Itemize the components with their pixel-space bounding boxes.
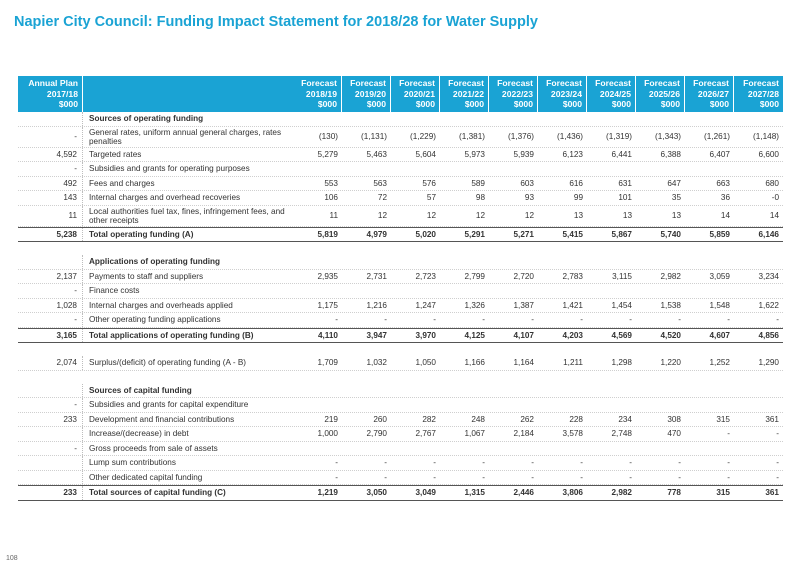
forecast-cell: (1,261) xyxy=(704,132,730,141)
annual-plan-cell: 4,592 xyxy=(18,148,83,162)
header-forecast: Forecast 2027/28 $000 xyxy=(734,76,783,112)
forecast-cell: - xyxy=(433,315,436,325)
table-row xyxy=(18,398,783,413)
forecast-cell: 13 xyxy=(573,211,583,220)
forecast-cell: - xyxy=(727,315,730,325)
section-heading-row xyxy=(18,255,783,270)
forecast-cell: 3,050 xyxy=(366,488,387,498)
forecast-cell: 3,947 xyxy=(366,330,387,340)
forecast-cell: - xyxy=(482,472,485,482)
row-label: Total applications of operating funding (B) xyxy=(89,330,254,340)
table-body xyxy=(18,112,783,501)
forecast-cell: - xyxy=(433,472,436,482)
forecast-cell: 234 xyxy=(618,414,632,424)
forecast-cell: 1,298 xyxy=(611,358,632,368)
forecast-cell: 4,856 xyxy=(758,330,779,340)
forecast-cell: 5,279 xyxy=(317,149,338,159)
table-row xyxy=(18,356,783,371)
forecast-cell: - xyxy=(531,472,534,482)
forecast-cell: 5,020 xyxy=(415,229,436,239)
forecast-cell: 315 xyxy=(716,414,730,424)
header-forecast: Forecast 2022/23 $000 xyxy=(489,76,538,112)
row-label: Fees and charges xyxy=(89,178,155,188)
forecast-cell: 6,146 xyxy=(758,229,779,239)
forecast-cell: - xyxy=(384,472,387,482)
header-label-spacer xyxy=(83,76,293,112)
row-label: Finance costs xyxy=(89,286,140,296)
forecast-cell: 2,731 xyxy=(366,271,387,281)
forecast-cell: 5,291 xyxy=(464,229,485,239)
annual-plan-cell xyxy=(18,471,83,485)
forecast-cell: 5,939 xyxy=(513,149,534,159)
table-row xyxy=(18,442,783,457)
forecast-cell: 778 xyxy=(667,488,681,498)
row-label: Gross proceeds from sale of assets xyxy=(89,443,218,453)
forecast-cell: - xyxy=(678,315,681,325)
table-row xyxy=(18,371,783,384)
forecast-cell: - xyxy=(482,315,485,325)
forecast-cell: 6,388 xyxy=(660,149,681,159)
forecast-cell: 13 xyxy=(622,211,632,220)
forecast-cell: 5,271 xyxy=(513,229,534,239)
row-label: Increase/(decrease) in debt xyxy=(89,429,189,439)
forecast-cell: 553 xyxy=(324,178,338,188)
forecast-cell: 2,982 xyxy=(660,271,681,281)
forecast-cell: 6,441 xyxy=(611,149,632,159)
forecast-cell: 14 xyxy=(720,211,730,220)
forecast-cell: - xyxy=(776,429,779,439)
forecast-cell: - xyxy=(678,458,681,468)
forecast-cell: 14 xyxy=(769,211,779,220)
forecast-cell: 4,569 xyxy=(611,330,632,340)
row-label: Internal charges and overheads applied xyxy=(89,300,233,310)
forecast-cell: (130) xyxy=(318,132,338,141)
forecast-cell: 1,164 xyxy=(513,358,534,368)
funding-impact-table xyxy=(18,76,783,501)
forecast-cell: (1,319) xyxy=(606,132,632,141)
forecast-cell: 3,059 xyxy=(709,271,730,281)
forecast-cell: 4,520 xyxy=(660,330,681,340)
forecast-cell: 248 xyxy=(471,414,485,424)
forecast-cell: 4,110 xyxy=(317,330,338,340)
forecast-cell: - xyxy=(335,315,338,325)
row-label: Development and financial contributions xyxy=(89,414,235,424)
forecast-cell: 282 xyxy=(422,414,436,424)
forecast-cell: 1,538 xyxy=(660,300,681,310)
page-number: 108 xyxy=(6,555,18,562)
forecast-cell: - xyxy=(727,458,730,468)
forecast-cell: 1,067 xyxy=(464,429,485,439)
total-row xyxy=(18,485,783,501)
forecast-cell: 1,211 xyxy=(563,358,583,368)
forecast-cell: 1,421 xyxy=(562,300,583,310)
forecast-cell: 2,720 xyxy=(513,271,534,281)
row-label: Lump sum contributions xyxy=(89,458,176,468)
forecast-cell: 1,290 xyxy=(758,358,779,368)
forecast-cell: 5,604 xyxy=(415,149,436,159)
forecast-cell: 101 xyxy=(618,193,632,203)
table-row xyxy=(18,148,783,163)
forecast-cell: - xyxy=(335,472,338,482)
forecast-cell: - xyxy=(531,315,534,325)
annual-plan-cell xyxy=(18,427,83,441)
row-label: Sources of operating funding xyxy=(89,114,204,124)
header-forecast: Forecast 2025/26 $000 xyxy=(636,76,685,112)
forecast-cell: 3,578 xyxy=(562,429,583,439)
row-label: Targeted rates xyxy=(89,149,142,159)
header-forecast: Forecast 2026/27 $000 xyxy=(685,76,734,112)
section-heading-row xyxy=(18,112,783,127)
forecast-cell: (1,376) xyxy=(508,132,534,141)
header-annual-plan: Annual Plan 2017/18 $000 xyxy=(18,76,83,112)
table-row xyxy=(18,284,783,299)
annual-plan-cell: 5,238 xyxy=(18,228,83,242)
annual-plan-cell xyxy=(18,255,83,269)
forecast-cell: - xyxy=(727,472,730,482)
forecast-cell: - xyxy=(580,315,583,325)
forecast-cell: 2,184 xyxy=(513,429,534,439)
forecast-cell: - xyxy=(384,458,387,468)
annual-plan-cell xyxy=(18,242,83,255)
forecast-cell: 1,326 xyxy=(464,300,485,310)
forecast-cell: 1,166 xyxy=(464,358,485,368)
forecast-cell: 361 xyxy=(765,488,779,498)
annual-plan-cell: 11 xyxy=(18,206,83,226)
table-row xyxy=(18,191,783,206)
forecast-cell: 72 xyxy=(377,193,387,203)
annual-plan-cell xyxy=(18,384,83,398)
forecast-cell: 563 xyxy=(373,178,387,188)
forecast-cell: 1,252 xyxy=(709,358,730,368)
annual-plan-cell xyxy=(18,343,83,356)
forecast-cell: 12 xyxy=(377,211,387,220)
forecast-cell: - xyxy=(531,458,534,468)
table-row xyxy=(18,471,783,486)
forecast-cell: 2,935 xyxy=(317,271,338,281)
forecast-cell: 262 xyxy=(520,414,534,424)
row-label: Total operating funding (A) xyxy=(89,229,194,239)
table-row xyxy=(18,313,783,328)
forecast-cell: 2,723 xyxy=(415,271,436,281)
annual-plan-cell: 1,028 xyxy=(18,299,83,313)
forecast-cell: - xyxy=(580,458,583,468)
annual-plan-cell xyxy=(18,456,83,470)
annual-plan-cell: 492 xyxy=(18,177,83,191)
forecast-cell: 12 xyxy=(524,211,534,220)
forecast-cell: 228 xyxy=(569,414,583,424)
forecast-cell: 315 xyxy=(716,488,730,498)
table-row xyxy=(18,427,783,442)
annual-plan-cell: - xyxy=(18,162,83,176)
annual-plan-cell xyxy=(18,371,83,384)
forecast-cell: 308 xyxy=(667,414,681,424)
forecast-cell: 1,175 xyxy=(317,300,338,310)
forecast-cell: 470 xyxy=(667,429,681,439)
table-header xyxy=(18,76,783,112)
annual-plan-cell: 233 xyxy=(18,413,83,427)
row-label: Sources of capital funding xyxy=(89,385,192,395)
forecast-cell: 2,748 xyxy=(611,429,632,439)
row-label: Subsidies and grants for operating purposes xyxy=(89,164,250,174)
forecast-cell: - xyxy=(776,315,779,325)
forecast-cell: 1,387 xyxy=(513,300,534,310)
header-forecast: Forecast 2023/24 $000 xyxy=(538,76,587,112)
annual-plan-cell xyxy=(18,112,83,126)
forecast-cell: 1,000 xyxy=(317,429,338,439)
forecast-cell: 616 xyxy=(569,178,583,188)
forecast-cell: 603 xyxy=(520,178,534,188)
annual-plan-cell: 3,165 xyxy=(18,329,83,343)
forecast-cell: 3,115 xyxy=(612,271,632,281)
forecast-cell: 4,979 xyxy=(366,229,387,239)
annual-plan-cell: - xyxy=(18,313,83,327)
table-row xyxy=(18,456,783,471)
annual-plan-cell: - xyxy=(18,442,83,456)
row-label: Surplus/(deficit) of operating funding (A - B) xyxy=(89,358,247,368)
row-label: Internal charges and overhead recoveries xyxy=(89,193,241,203)
total-row xyxy=(18,227,783,243)
forecast-cell: 3,049 xyxy=(415,488,436,498)
forecast-cell: 11 xyxy=(329,211,338,220)
forecast-cell: 647 xyxy=(667,178,681,188)
forecast-cell: 1,032 xyxy=(366,358,387,368)
table-row xyxy=(18,162,783,177)
forecast-cell: 2,767 xyxy=(415,429,436,439)
forecast-cell: 1,454 xyxy=(611,300,632,310)
forecast-cell: 106 xyxy=(324,193,338,203)
forecast-cell: 2,783 xyxy=(562,271,583,281)
row-label: General rates, uniform annual general charges, rates penalties xyxy=(89,127,282,146)
forecast-cell: 260 xyxy=(373,414,387,424)
forecast-cell: 2,982 xyxy=(611,488,632,498)
table-row xyxy=(18,413,783,428)
forecast-cell: 12 xyxy=(475,211,485,220)
annual-plan-cell: 143 xyxy=(18,191,83,205)
table-row xyxy=(18,270,783,285)
row-label: Other dedicated capital funding xyxy=(89,472,203,482)
row-label: Applications of operating funding xyxy=(89,257,220,267)
forecast-cell: 6,123 xyxy=(562,149,583,159)
row-label: Total sources of capital funding (C) xyxy=(89,488,226,498)
forecast-cell: 589 xyxy=(471,178,485,188)
forecast-cell: 93 xyxy=(524,193,534,203)
row-label: Local authorities fuel tax, fines, infringement fees, and other receipts xyxy=(89,206,285,225)
page-title: Napier City Council: Funding Impact Statement for 2018/28 for Water Supply xyxy=(14,14,538,30)
forecast-cell: (1,131) xyxy=(361,132,387,141)
forecast-cell: 5,740 xyxy=(660,229,681,239)
forecast-cell: - xyxy=(629,472,632,482)
forecast-cell: 13 xyxy=(671,211,681,220)
forecast-cell: 5,859 xyxy=(709,229,730,239)
forecast-cell: 6,407 xyxy=(709,149,730,159)
row-label: Other operating funding applications xyxy=(89,315,221,325)
forecast-cell: 5,867 xyxy=(611,229,632,239)
forecast-cell: 663 xyxy=(716,178,730,188)
forecast-cell: 5,415 xyxy=(562,229,583,239)
forecast-cell: 219 xyxy=(324,414,338,424)
forecast-cell: 3,234 xyxy=(758,271,779,281)
forecast-cell: -0 xyxy=(771,193,779,203)
annual-plan-cell: - xyxy=(18,398,83,412)
forecast-cell: (1,229) xyxy=(410,132,436,141)
forecast-cell: 1,050 xyxy=(415,358,436,368)
forecast-cell: 5,463 xyxy=(366,149,387,159)
header-forecast: Forecast 2021/22 $000 xyxy=(440,76,489,112)
forecast-cell: 2,799 xyxy=(464,271,485,281)
header-forecast: Forecast 2018/19 $000 xyxy=(293,76,342,112)
forecast-cell: 4,125 xyxy=(464,330,485,340)
forecast-cell: 99 xyxy=(573,193,583,203)
annual-plan-cell: 233 xyxy=(18,486,83,500)
forecast-cell: 4,203 xyxy=(562,330,583,340)
header-forecast: Forecast 2024/25 $000 xyxy=(587,76,636,112)
forecast-cell: 1,548 xyxy=(709,300,730,310)
forecast-cell: 5,819 xyxy=(317,229,338,239)
forecast-cell: 1,219 xyxy=(317,488,338,498)
row-label: Subsidies and grants for capital expenditure xyxy=(89,400,249,410)
forecast-cell: - xyxy=(335,458,338,468)
forecast-cell: 1,247 xyxy=(415,300,436,310)
forecast-cell: 57 xyxy=(426,193,436,203)
header-forecast: Forecast 2020/21 $000 xyxy=(391,76,440,112)
annual-plan-cell: 2,074 xyxy=(18,356,83,370)
forecast-cell: - xyxy=(678,472,681,482)
table-row xyxy=(18,242,783,255)
forecast-cell: 1,315 xyxy=(464,488,485,498)
forecast-cell: 2,446 xyxy=(513,488,534,498)
forecast-cell: - xyxy=(482,458,485,468)
forecast-cell: 12 xyxy=(426,211,436,220)
forecast-cell: 98 xyxy=(475,193,485,203)
table-row xyxy=(18,177,783,192)
forecast-cell: 4,107 xyxy=(513,330,534,340)
forecast-cell: 680 xyxy=(765,178,779,188)
forecast-cell: - xyxy=(384,315,387,325)
annual-plan-cell: - xyxy=(18,284,83,298)
forecast-cell: 3,806 xyxy=(562,488,583,498)
table-row xyxy=(18,343,783,356)
forecast-cell: 1,622 xyxy=(758,300,779,310)
forecast-cell: 36 xyxy=(720,193,730,203)
forecast-cell: 35 xyxy=(671,193,681,203)
table-row xyxy=(18,206,783,227)
header-forecast: Forecast 2019/20 $000 xyxy=(342,76,391,112)
forecast-cell: 3,970 xyxy=(415,330,436,340)
forecast-cell: - xyxy=(776,472,779,482)
row-label: Payments to staff and suppliers xyxy=(89,271,204,281)
forecast-cell: (1,148) xyxy=(753,132,779,141)
forecast-cell: 631 xyxy=(618,178,632,188)
forecast-cell: 1,216 xyxy=(366,300,387,310)
forecast-cell: (1,436) xyxy=(557,132,583,141)
forecast-cell: - xyxy=(433,458,436,468)
forecast-cell: 1,709 xyxy=(317,358,338,368)
forecast-cell: 4,607 xyxy=(709,330,730,340)
table-row xyxy=(18,299,783,314)
forecast-cell: (1,343) xyxy=(655,132,681,141)
annual-plan-cell: - xyxy=(18,127,83,147)
forecast-cell: - xyxy=(629,315,632,325)
forecast-cell: 5,973 xyxy=(464,149,485,159)
forecast-cell: (1,381) xyxy=(459,132,485,141)
table-row xyxy=(18,127,783,148)
total-row xyxy=(18,328,783,344)
forecast-cell: - xyxy=(580,472,583,482)
forecast-cell: 361 xyxy=(765,414,779,424)
forecast-cell: 2,790 xyxy=(366,429,387,439)
forecast-cell: - xyxy=(727,429,730,439)
annual-plan-cell: 2,137 xyxy=(18,270,83,284)
forecast-cell: 6,600 xyxy=(758,149,779,159)
section-heading-row xyxy=(18,384,783,399)
forecast-cell: 576 xyxy=(422,178,436,188)
forecast-cell: - xyxy=(776,458,779,468)
forecast-cell: - xyxy=(629,458,632,468)
forecast-cell: 1,220 xyxy=(660,358,681,368)
